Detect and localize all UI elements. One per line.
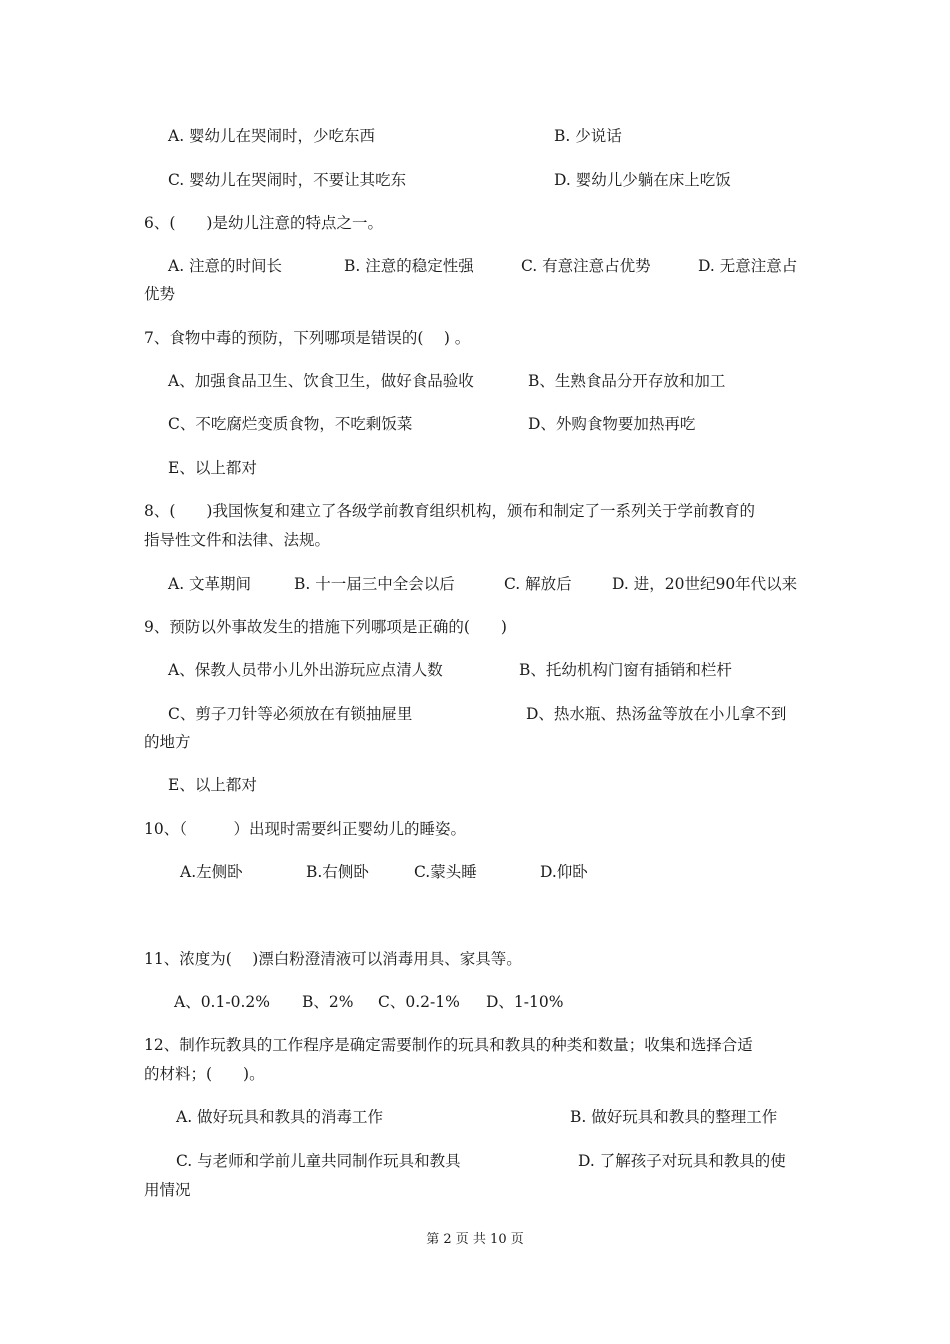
q10-stem: 10、（ ）出现时需要纠正婴幼儿的睡姿。 xyxy=(144,820,466,838)
q11-option-b: B、2% xyxy=(302,993,354,1011)
q7-option-b: B、生熟食品分开存放和加工 xyxy=(528,372,726,390)
q5-option-c: C. 婴幼儿在哭闹时，不要让其吃东 xyxy=(168,171,407,189)
q8-option-c: C. 解放后 xyxy=(504,575,572,593)
q9-option-d-continued: 的地方 xyxy=(144,733,191,751)
q7-option-e: E、以上都对 xyxy=(168,459,257,477)
q11-option-d: D、1-10% xyxy=(486,993,564,1011)
q10-option-c: C.蒙头睡 xyxy=(414,863,477,881)
q7-option-d: D、外购食物要加热再吃 xyxy=(528,415,696,433)
page-number: 第 2 页 共 10 页 xyxy=(426,1232,524,1247)
q12-option-d: D. 了解孩子对玩具和教具的使 xyxy=(578,1152,786,1170)
q9-option-e: E、以上都对 xyxy=(168,776,257,794)
q12-option-a: A. 做好玩具和教具的消毒工作 xyxy=(176,1108,384,1126)
q9-option-d: D、热水瓶、热汤盆等放在小儿拿不到 xyxy=(526,705,787,723)
q10-option-b: B.右侧卧 xyxy=(306,863,369,881)
q11-stem: 11、浓度为( )漂白粉澄清液可以消毒用具、家具等。 xyxy=(144,950,522,968)
q12-option-c: C. 与老师和学前儿童共同制作玩具和教具 xyxy=(176,1152,461,1170)
q8-option-d: D. 进，20世纪90年代以来 xyxy=(612,575,798,593)
q6-option-d-continued: 优势 xyxy=(144,285,176,303)
q8-stem-line-1: 8、( )我国恢复和建立了各级学前教育组织机构，颁布和制定了一系列关于学前教育的 xyxy=(144,502,755,520)
q5-option-d: D. 婴幼儿少躺在床上吃饭 xyxy=(554,171,731,189)
q6-stem: 6、( )是幼儿注意的特点之一。 xyxy=(144,214,383,232)
q8-option-a: A. 文革期间 xyxy=(168,575,252,593)
q9-stem: 9、预防以外事故发生的措施下列哪项是正确的( ) xyxy=(144,618,507,636)
q10-option-a: A.左侧卧 xyxy=(180,863,243,881)
q11-option-a: A、0.1-0.2% xyxy=(174,993,270,1011)
q9-option-a: A、保教人员带小儿外出游玩应点清人数 xyxy=(168,661,443,679)
q7-stem: 7、食物中毒的预防，下列哪项是错误的( ) 。 xyxy=(144,329,471,347)
q10-option-d: D.仰卧 xyxy=(540,863,588,881)
q9-option-c: C、剪子刀针等必须放在有锁抽屉里 xyxy=(168,705,413,723)
q6-option-a: A. 注意的时间长 xyxy=(168,257,283,275)
q12-stem-line-2: 的材料；( )。 xyxy=(144,1065,265,1083)
q5-option-a: A. 婴幼儿在哭闹时，少吃东西 xyxy=(168,127,376,145)
q8-stem-line-2: 指导性文件和法律、法规。 xyxy=(144,531,331,549)
q6-option-b: B. 注意的稳定性强 xyxy=(344,257,474,275)
q8-option-b: B. 十一届三中全会以后 xyxy=(294,575,455,593)
q9-option-b: B、托幼机构门窗有插销和栏杆 xyxy=(519,661,732,679)
q12-option-d-continued: 用情况 xyxy=(144,1181,191,1199)
q7-option-a: A、加强食品卫生、饮食卫生，做好食品验收 xyxy=(168,372,474,390)
q7-option-c: C、不吃腐烂变质食物，不吃剩饭菜 xyxy=(168,415,413,433)
q5-option-b: B. 少说话 xyxy=(554,127,622,145)
q6-option-d: D. 无意注意占 xyxy=(698,257,798,275)
q11-option-c: C、0.2-1% xyxy=(378,993,460,1011)
q6-option-c: C. 有意注意占优势 xyxy=(521,257,651,275)
q12-stem-line-1: 12、制作玩教具的工作程序是确定需要制作的玩具和教具的种类和数量；收集和选择合适 xyxy=(144,1036,753,1054)
q12-option-b: B. 做好玩具和教具的整理工作 xyxy=(570,1108,778,1126)
